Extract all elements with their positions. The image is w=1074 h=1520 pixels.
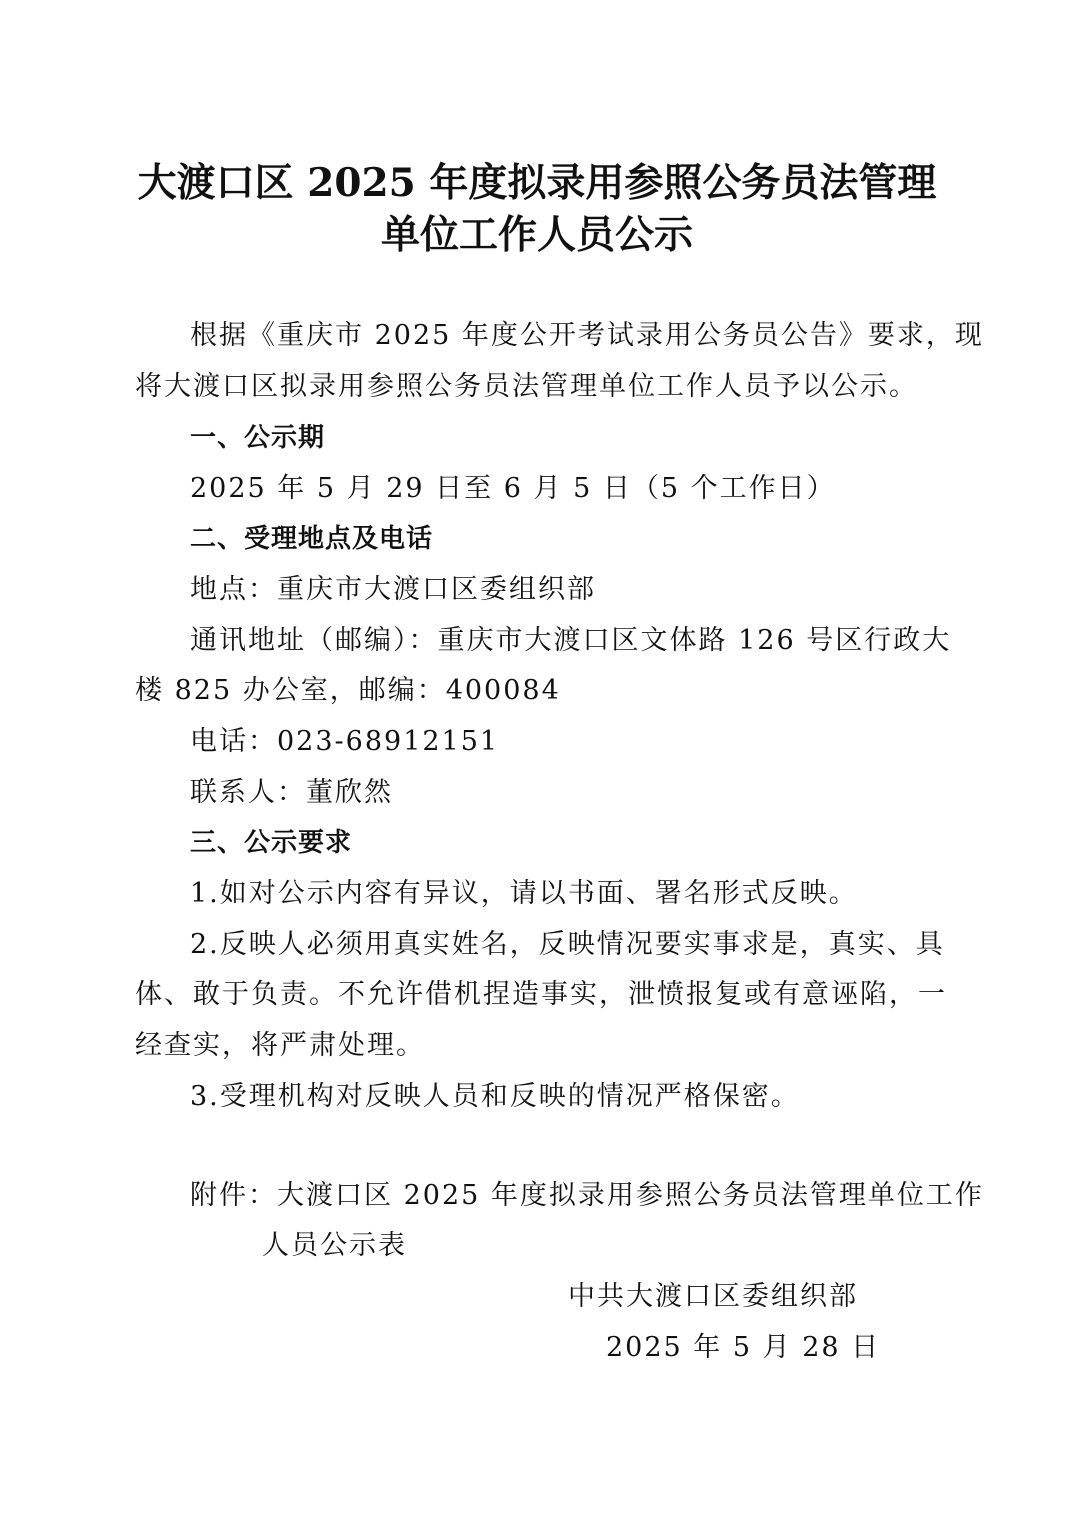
document-title-line-2: 单位工作人员公示: [380, 212, 693, 258]
signature-organization: 中共大渡口区委组织部: [568, 1281, 858, 1312]
intro-line-1: 根据《重庆市 2025 年度公开考试录用公务员公告》要求，现: [190, 320, 984, 351]
section-3-heading: 三、公示要求: [190, 828, 353, 858]
contact-text: 联系人：董欣然: [190, 777, 393, 808]
publicity-period: 2025 年 5 月 29 日至 6 月 5 日（5 个工作日）: [190, 473, 836, 504]
requirement-2-line-1: 2.反映人必须用真实姓名，反映情况要实事求是，真实、具: [190, 929, 945, 960]
requirement-1: 1.如对公示内容有异议，请以书面、署名形式反映。: [190, 878, 858, 909]
phone-text: 电话：023-68912151: [190, 726, 500, 757]
document-title-line-1: 大渡口区 2025 年度拟录用参照公务员法管理: [137, 160, 937, 206]
signature-date: 2025 年 5 月 28 日: [606, 1332, 881, 1363]
requirement-3: 3.受理机构对反映人员和反映的情况严格保密。: [190, 1081, 800, 1112]
section-1-heading: 一、公示期: [190, 423, 326, 453]
section-2-heading: 二、受理地点及电话: [190, 524, 434, 554]
intro-line-2: 将大渡口区拟录用参照公务员法管理单位工作人员予以公示。: [135, 371, 918, 402]
requirement-2-line-3: 经查实，将严肃处理。: [135, 1030, 425, 1061]
address-line-1: 通讯地址（邮编）：重庆市大渡口区文体路 126 号区行政大: [190, 625, 952, 656]
attachment-line-1: 附件：大渡口区 2025 年度拟录用参照公务员法管理单位工作: [190, 1180, 984, 1211]
address-line-2: 楼 825 办公室，邮编：400084: [135, 675, 561, 706]
requirement-2-line-2: 体、敢于负责。不允许借机捏造事实，泄愤报复或有意诬陷，一: [135, 979, 947, 1010]
attachment-line-2: 人员公示表: [262, 1230, 407, 1261]
location-text: 地点：重庆市大渡口区委组织部: [190, 574, 596, 605]
